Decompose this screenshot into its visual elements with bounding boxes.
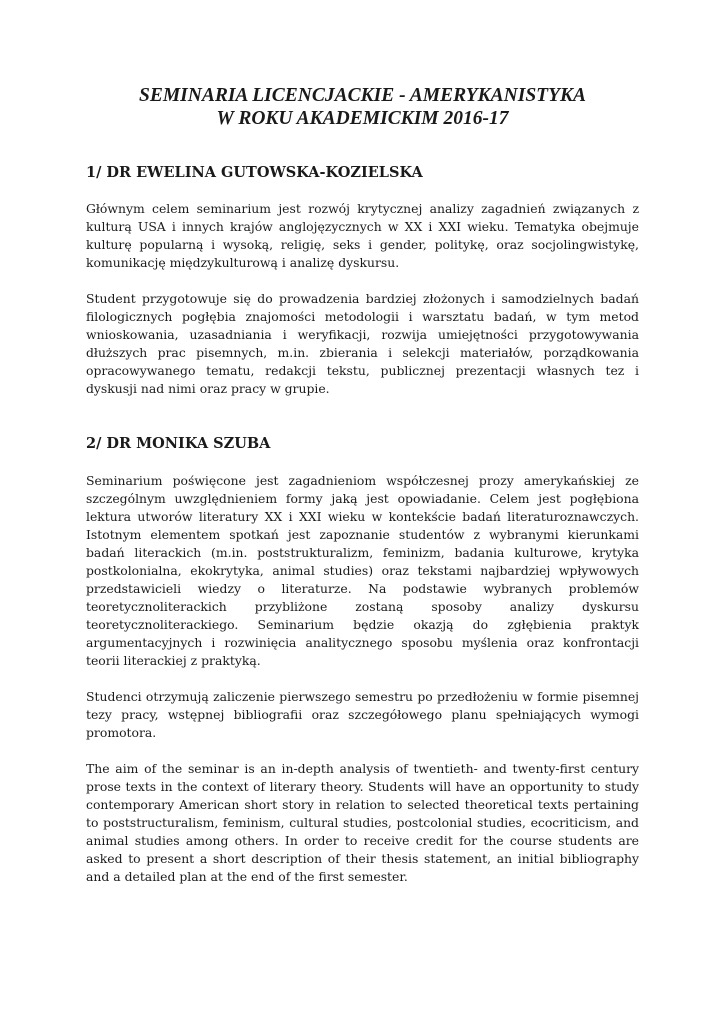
section-heading-2: 2/ DR MONIKA SZUBA bbox=[86, 435, 271, 452]
section-gutowska bbox=[86, 163, 639, 398]
section-heading-1: 1/ DR EWELINA GUTOWSKA-KOZIELSKA bbox=[86, 164, 423, 181]
section-2-paragraph-2: Studenci otrzymują zaliczenie pierwszego semestru po przedłożeniu w formie pisemnej tezy pracy, wstępnej bibliografii oraz szczegółowego planu spełniających wymogi promotora. bbox=[86, 689, 639, 740]
title-line-2: W ROKU AKADEMICKIM 2016-17 bbox=[216, 108, 509, 129]
section-2-paragraph-1: Seminarium poświęcone jest zagadnieniom współczesnej prozy amerykańskiej ze szczególnym uwzględnieniem formy jaką jest opowiadanie. Celem jest pogłębiona lektura utworów literatury XX i XXI wieku w kontekście badań literaturoznawczych. Istotnym elementem spotkań jest zapoznanie studentów z wybranymi kierunkami badań literackich (m.in. poststrukturalizm, feminizm, badania kulturowe, krytyka postkolonialna, ekokrytyka, animal studies) oraz tekstami najbardziej wpływowych przedstawicieli wiedzy o literaturze. Na podstawie wybranych problemów teoretycznoliterackich przybliżone zostaną sposoby analizy dyskursu teoretycznoliterackiego. Seminarium będzie okazją do zgłębienia praktyk argumentacyjnych i rozwinięcia analitycznego sposobu myślenia oraz konfrontacji teorii literackiej z praktyką. bbox=[86, 473, 639, 668]
section-1-paragraph-2: Student przygotowuje się do prowadzenia bardziej złożonych i samodzielnych badań filologicznych pogłębia znajomości metodologii i warsztatu badań, w tym metod wnioskowania, uzasadniania i weryfikacji, rozwija umiejętności przygotowywania dłuższych prac pisemnych, m.in. zbierania i selekcji materiałów, porządkowania opracowywanego tematu, redakcji tekstu, publicznej prezentacji własnych tez i dyskusji nad nimi oraz pracy w grupie. bbox=[86, 291, 639, 396]
section-1-paragraph-1: Głównym celem seminarium jest rozwój krytycznej analizy zagadnień związanych z kulturą USA i innych krajów anglojęzycznych w XX i XXI wieku. Tematyka obejmuje kulturę popularną i wysoką, religię, seks i gender, politykę, oraz socjolingwistykę, komunikację międzykulturową i analizę dyskursu. bbox=[86, 201, 639, 270]
document-title bbox=[86, 84, 639, 130]
title-line-1: SEMINARIA LICENCJACKIE - AMERYKANISTYKA bbox=[138, 85, 587, 106]
document-page bbox=[86, 84, 639, 886]
section-szuba bbox=[86, 434, 639, 886]
section-2-paragraph-3-english: The aim of the seminar is an in-depth analysis of twentieth- and twenty-first century prose texts in the context of literary theory. Students will have an opportunity to study contemporary American short story in relation to selected theoretical texts pertaining to poststructuralism, feminism, cultural studies, postcolonial studies, ecocriticism, and animal studies among others. In order to receive credit for the course students are asked to present a short description of their thesis statement, an initial bibliography and a detailed plan at the end of the first semester. bbox=[86, 761, 639, 884]
